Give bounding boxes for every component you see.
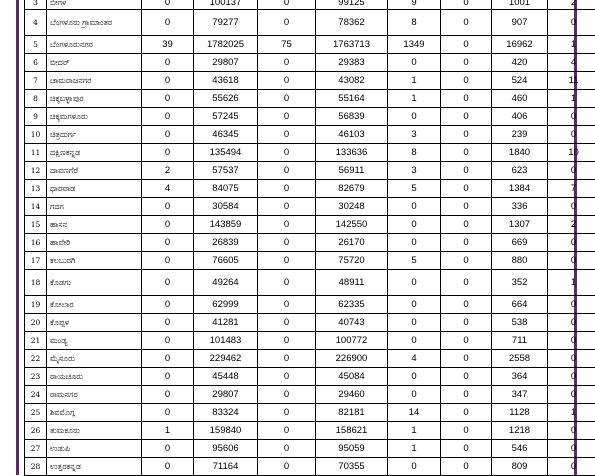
table-row [25,386,595,404]
col-2-cell: 143859 [194,216,258,234]
col-5-cell: 0 [388,296,441,314]
col-3-cell: 0 [258,72,316,90]
serial-number-cell: 18 [25,270,47,296]
table-row [25,54,595,72]
col-7-cell: 406 [492,108,548,126]
col-8-cell: 0 [548,440,595,458]
col-1-cell: 0 [142,252,194,270]
col-6-cell: 0 [441,296,492,314]
district-name-cell: ಮಂಡ್ಯ [47,332,142,350]
col-2-cell: 84075 [194,180,258,198]
col-4-cell: 29460 [316,386,388,404]
col-5-cell: 0 [388,108,441,126]
col-2-cell: 49264 [194,270,258,296]
col-2-cell: 135494 [194,144,258,162]
col-8-cell: 0 [548,108,595,126]
col-6-cell: 0 [441,108,492,126]
col-7-cell: 809 [492,458,548,476]
district-name-cell: ಕೊಡಗು [47,270,142,296]
col-2-cell: 29807 [194,386,258,404]
col-3-cell: 0 [258,108,316,126]
serial-number-cell: 8 [25,90,47,108]
serial-number-cell: 25 [25,404,47,422]
col-6-cell: 0 [441,314,492,332]
col-5-cell: 0 [388,216,441,234]
col-1-cell: 39 [142,36,194,54]
col-5-cell: 0 [388,54,441,72]
col-3-cell: 0 [258,404,316,422]
serial-number-cell: 20 [25,314,47,332]
col-2-cell: 95606 [194,440,258,458]
col-1-cell: 0 [142,386,194,404]
col-2-cell: 43618 [194,72,258,90]
col-5-cell: 0 [388,386,441,404]
serial-number-cell: 28 [25,458,47,476]
col-2-cell: 62999 [194,296,258,314]
col-4-cell: 56839 [316,108,388,126]
col-7-cell: 546 [492,440,548,458]
col-3-cell: 0 [258,386,316,404]
col-1-cell: 0 [142,314,194,332]
district-covid-table [24,0,595,476]
col-6-cell: 0 [441,350,492,368]
serial-number-cell: 9 [25,108,47,126]
col-6-cell: 0 [441,458,492,476]
col-3-cell: 0 [258,332,316,350]
table-row [25,216,595,234]
col-8-cell: 4 [548,54,595,72]
col-2-cell: 71164 [194,458,258,476]
col-5-cell: 0 [388,314,441,332]
col-4-cell: 95059 [316,440,388,458]
col-1-cell: 4 [142,180,194,198]
col-4-cell: 40743 [316,314,388,332]
serial-number-cell: 12 [25,162,47,180]
col-2-cell: 100137 [194,0,258,10]
col-8-cell: 0 [548,332,595,350]
col-1-cell: 0 [142,108,194,126]
col-7-cell: 1307 [492,216,548,234]
serial-number-cell: 5 [25,36,47,54]
col-3-cell: 0 [258,314,316,332]
col-6-cell: 0 [441,440,492,458]
serial-number-cell: 7 [25,72,47,90]
col-5-cell: 1 [388,422,441,440]
col-3-cell: 0 [258,270,316,296]
col-7-cell: 364 [492,368,548,386]
col-3-cell: 0 [258,198,316,216]
col-3-cell: 0 [258,90,316,108]
col-3-cell: 0 [258,216,316,234]
col-1-cell: 0 [142,404,194,422]
col-8-cell: 2 [548,216,595,234]
col-5-cell: 9 [388,0,441,10]
col-4-cell: 56911 [316,162,388,180]
serial-number-cell: 6 [25,54,47,72]
col-8-cell: 0 [548,296,595,314]
col-2-cell: 55626 [194,90,258,108]
district-name-cell: ಧಾರವಾಡ [47,180,142,198]
table-row [25,72,595,90]
col-3-cell: 0 [258,0,316,10]
col-4-cell: 78362 [316,10,388,36]
serial-number-cell: 21 [25,332,47,350]
table-row [25,0,595,10]
col-4-cell: 48911 [316,270,388,296]
district-name-cell: ಉಡುಪಿ [47,440,142,458]
col-5-cell: 1 [388,72,441,90]
col-8-cell: 0 [548,198,595,216]
table-row [25,440,595,458]
table-row [25,198,595,216]
district-name-cell: ದಾವಣಗೆರೆ [47,162,142,180]
table-row [25,296,595,314]
col-4-cell: 158621 [316,422,388,440]
col-8-cell: 0 [548,386,595,404]
col-7-cell: 907 [492,10,548,36]
district-name-cell: ಕಲಬುರಗಿ [47,252,142,270]
district-name-cell: ಬೆಂಗಳೂರುನಗರ [47,36,142,54]
col-3-cell: 0 [258,180,316,198]
col-5-cell: 3 [388,162,441,180]
col-5-cell: 0 [388,270,441,296]
col-1-cell: 0 [142,90,194,108]
col-7-cell: 711 [492,332,548,350]
col-3-cell: 0 [258,10,316,36]
col-4-cell: 1763713 [316,36,388,54]
col-4-cell: 45084 [316,368,388,386]
col-1-cell: 0 [142,10,194,36]
col-4-cell: 30248 [316,198,388,216]
col-5-cell: 14 [388,404,441,422]
serial-number-cell: 10 [25,126,47,144]
col-8-cell: 0 [548,368,595,386]
col-7-cell: 352 [492,270,548,296]
col-8-cell: 1 [548,90,595,108]
table-row [25,234,595,252]
table-row [25,332,595,350]
col-5-cell: 8 [388,144,441,162]
serial-number-cell: 17 [25,252,47,270]
col-4-cell: 100772 [316,332,388,350]
col-1-cell: 2 [142,162,194,180]
col-3-cell: 0 [258,54,316,72]
col-4-cell: 133636 [316,144,388,162]
col-4-cell: 75720 [316,252,388,270]
col-4-cell: 82181 [316,404,388,422]
district-name-cell: ಕೋಲಾರ [47,296,142,314]
col-7-cell: 2558 [492,350,548,368]
table-row [25,350,595,368]
district-name-cell: ಚಿಕ್ಕಬಳ್ಳಾಪುರ [47,90,142,108]
col-8-cell: 0 [548,162,595,180]
col-5-cell: 0 [388,458,441,476]
serial-number-cell: 14 [25,198,47,216]
col-6-cell: 0 [441,270,492,296]
col-2-cell: 45448 [194,368,258,386]
table-row [25,90,595,108]
col-1-cell: 0 [142,54,194,72]
col-7-cell: 880 [492,252,548,270]
col-1-cell: 1 [142,422,194,440]
col-4-cell: 70355 [316,458,388,476]
col-1-cell: 0 [142,144,194,162]
col-5-cell: 5 [388,180,441,198]
col-3-cell: 0 [258,458,316,476]
col-5-cell: 1349 [388,36,441,54]
table-row [25,36,595,54]
serial-number-cell: 11 [25,144,47,162]
district-name-cell: ರಾಯಚೂರು [47,368,142,386]
col-8-cell: 0 [548,458,595,476]
col-6-cell: 0 [441,180,492,198]
col-7-cell: 1218 [492,422,548,440]
table-row [25,10,595,36]
col-7-cell: 460 [492,90,548,108]
col-5-cell: 5 [388,252,441,270]
district-name-cell: ಬೀದರ್ [47,54,142,72]
table-row [25,270,595,296]
col-7-cell: 669 [492,234,548,252]
col-7-cell: 524 [492,72,548,90]
col-3-cell: 0 [258,162,316,180]
district-name-cell: ಹಾವೇರಿ [47,234,142,252]
district-name-cell: ದಕ್ಷಿಣಕನ್ನಡ [47,144,142,162]
col-2-cell: 26839 [194,234,258,252]
col-7-cell: 1128 [492,404,548,422]
col-4-cell: 29383 [316,54,388,72]
serial-number-cell: 3 [25,0,47,10]
col-6-cell: 0 [441,386,492,404]
col-6-cell: 0 [441,10,492,36]
col-6-cell: 0 [441,332,492,350]
col-3-cell: 0 [258,422,316,440]
serial-number-cell: 24 [25,386,47,404]
serial-number-cell: 13 [25,180,47,198]
col-2-cell: 101483 [194,332,258,350]
col-5-cell: 1 [388,90,441,108]
district-name-cell: ಶಿವಮೊಗ್ಗ [47,404,142,422]
col-2-cell: 57245 [194,108,258,126]
col-4-cell: 142550 [316,216,388,234]
col-4-cell: 46103 [316,126,388,144]
col-4-cell: 226900 [316,350,388,368]
district-name-cell: ಮೈಸೂರು [47,350,142,368]
col-1-cell: 0 [142,440,194,458]
col-8-cell: 1 [548,36,595,54]
col-2-cell: 1782025 [194,36,258,54]
district-name-cell: ಚಿಕ್ಕಮಗಳೂರು [47,108,142,126]
col-7-cell: 623 [492,162,548,180]
table-row [25,458,595,476]
col-1-cell: 0 [142,270,194,296]
col-4-cell: 55164 [316,90,388,108]
col-2-cell: 159840 [194,422,258,440]
col-8-cell: 0 [548,10,595,36]
serial-number-cell: 27 [25,440,47,458]
col-7-cell: 1840 [492,144,548,162]
col-4-cell: 43082 [316,72,388,90]
col-8-cell: 0 [548,252,595,270]
col-6-cell: 0 [441,368,492,386]
col-8-cell: 1 [548,270,595,296]
col-7-cell: 239 [492,126,548,144]
district-name-cell: ಉತ್ತರಕನ್ನಡ [47,458,142,476]
col-6-cell: 0 [441,234,492,252]
col-3-cell: 0 [258,144,316,162]
district-name-cell: ಬೆಂಗಳೂರು ಗ್ರಾಮಾಂತರ [47,10,142,36]
district-name-cell: ರಾಮನಗರ [47,386,142,404]
col-8-cell: 0 [548,314,595,332]
district-name-cell: ಚಾಮರಾಜನಗರ [47,72,142,90]
col-1-cell: 0 [142,216,194,234]
col-1-cell: 0 [142,234,194,252]
col-2-cell: 83324 [194,404,258,422]
col-1-cell: 0 [142,0,194,10]
col-8-cell: 1 [548,404,595,422]
col-6-cell: 0 [441,54,492,72]
col-3-cell: 0 [258,252,316,270]
col-4-cell: 26170 [316,234,388,252]
col-8-cell: 7 [548,180,595,198]
col-5-cell: 0 [388,368,441,386]
table-row [25,126,595,144]
col-4-cell: 82679 [316,180,388,198]
col-6-cell: 0 [441,198,492,216]
col-3-cell: 0 [258,234,316,252]
serial-number-cell: 16 [25,234,47,252]
col-3-cell: 0 [258,440,316,458]
col-7-cell: 664 [492,296,548,314]
district-name-cell: ಬೀಗಳ [47,0,142,10]
col-8-cell: 0 [548,234,595,252]
col-6-cell: 0 [441,144,492,162]
col-8-cell: 0 [548,422,595,440]
col-7-cell: 16962 [492,36,548,54]
col-1-cell: 0 [142,296,194,314]
col-6-cell: 0 [441,162,492,180]
col-4-cell: 99125 [316,0,388,10]
col-6-cell: 0 [441,252,492,270]
col-7-cell: 420 [492,54,548,72]
serial-number-cell: 26 [25,422,47,440]
col-5-cell: 8 [388,10,441,36]
serial-number-cell: 4 [25,10,47,36]
col-1-cell: 0 [142,332,194,350]
col-2-cell: 29807 [194,54,258,72]
table-row [25,422,595,440]
col-3-cell: 0 [258,350,316,368]
col-2-cell: 76605 [194,252,258,270]
col-6-cell: 0 [441,404,492,422]
table-row [25,314,595,332]
col-7-cell: 336 [492,198,548,216]
col-1-cell: 0 [142,350,194,368]
table-row [25,144,595,162]
col-5-cell: 1 [388,440,441,458]
col-2-cell: 229462 [194,350,258,368]
district-name-cell: ಚಿತ್ರದುರ್ಗ [47,126,142,144]
col-3-cell: 75 [258,36,316,54]
col-1-cell: 0 [142,368,194,386]
col-2-cell: 57537 [194,162,258,180]
col-3-cell: 0 [258,126,316,144]
table-row [25,180,595,198]
col-7-cell: 1384 [492,180,548,198]
col-1-cell: 0 [142,198,194,216]
col-6-cell: 0 [441,0,492,10]
col-3-cell: 0 [258,368,316,386]
table-row [25,162,595,180]
col-2-cell: 41281 [194,314,258,332]
col-1-cell: 0 [142,72,194,90]
col-6-cell: 0 [441,90,492,108]
col-5-cell: 0 [388,332,441,350]
table-row [25,404,595,422]
table-row [25,108,595,126]
col-7-cell: 347 [492,386,548,404]
col-8-cell: 10 [548,144,595,162]
col-8-cell: 0 [548,126,595,144]
col-2-cell: 79277 [194,10,258,36]
col-5-cell: 4 [388,350,441,368]
district-name-cell: ತುಮಕೂರು [47,422,142,440]
col-6-cell: 0 [441,216,492,234]
table-row [25,368,595,386]
serial-number-cell: 22 [25,350,47,368]
serial-number-cell: 19 [25,296,47,314]
col-2-cell: 46345 [194,126,258,144]
col-6-cell: 0 [441,36,492,54]
district-name-cell: ಗದಗ [47,198,142,216]
col-5-cell: 3 [388,126,441,144]
serial-number-cell: 23 [25,368,47,386]
district-name-cell: ಹಾಸನ [47,216,142,234]
col-7-cell: 1001 [492,0,548,10]
col-7-cell: 538 [492,314,548,332]
col-5-cell: 0 [388,198,441,216]
col-6-cell: 0 [441,422,492,440]
col-1-cell: 0 [142,126,194,144]
col-2-cell: 30584 [194,198,258,216]
col-3-cell: 0 [258,296,316,314]
col-6-cell: 0 [441,72,492,90]
district-name-cell: ಕೊಪ್ಪಳ [47,314,142,332]
col-1-cell: 0 [142,458,194,476]
col-5-cell: 0 [388,234,441,252]
col-4-cell: 62335 [316,296,388,314]
col-8-cell: 0 [548,350,595,368]
col-6-cell: 0 [441,126,492,144]
col-8-cell: 11 [548,72,595,90]
serial-number-cell: 15 [25,216,47,234]
col-8-cell: 2 [548,0,595,10]
table-row [25,252,595,270]
